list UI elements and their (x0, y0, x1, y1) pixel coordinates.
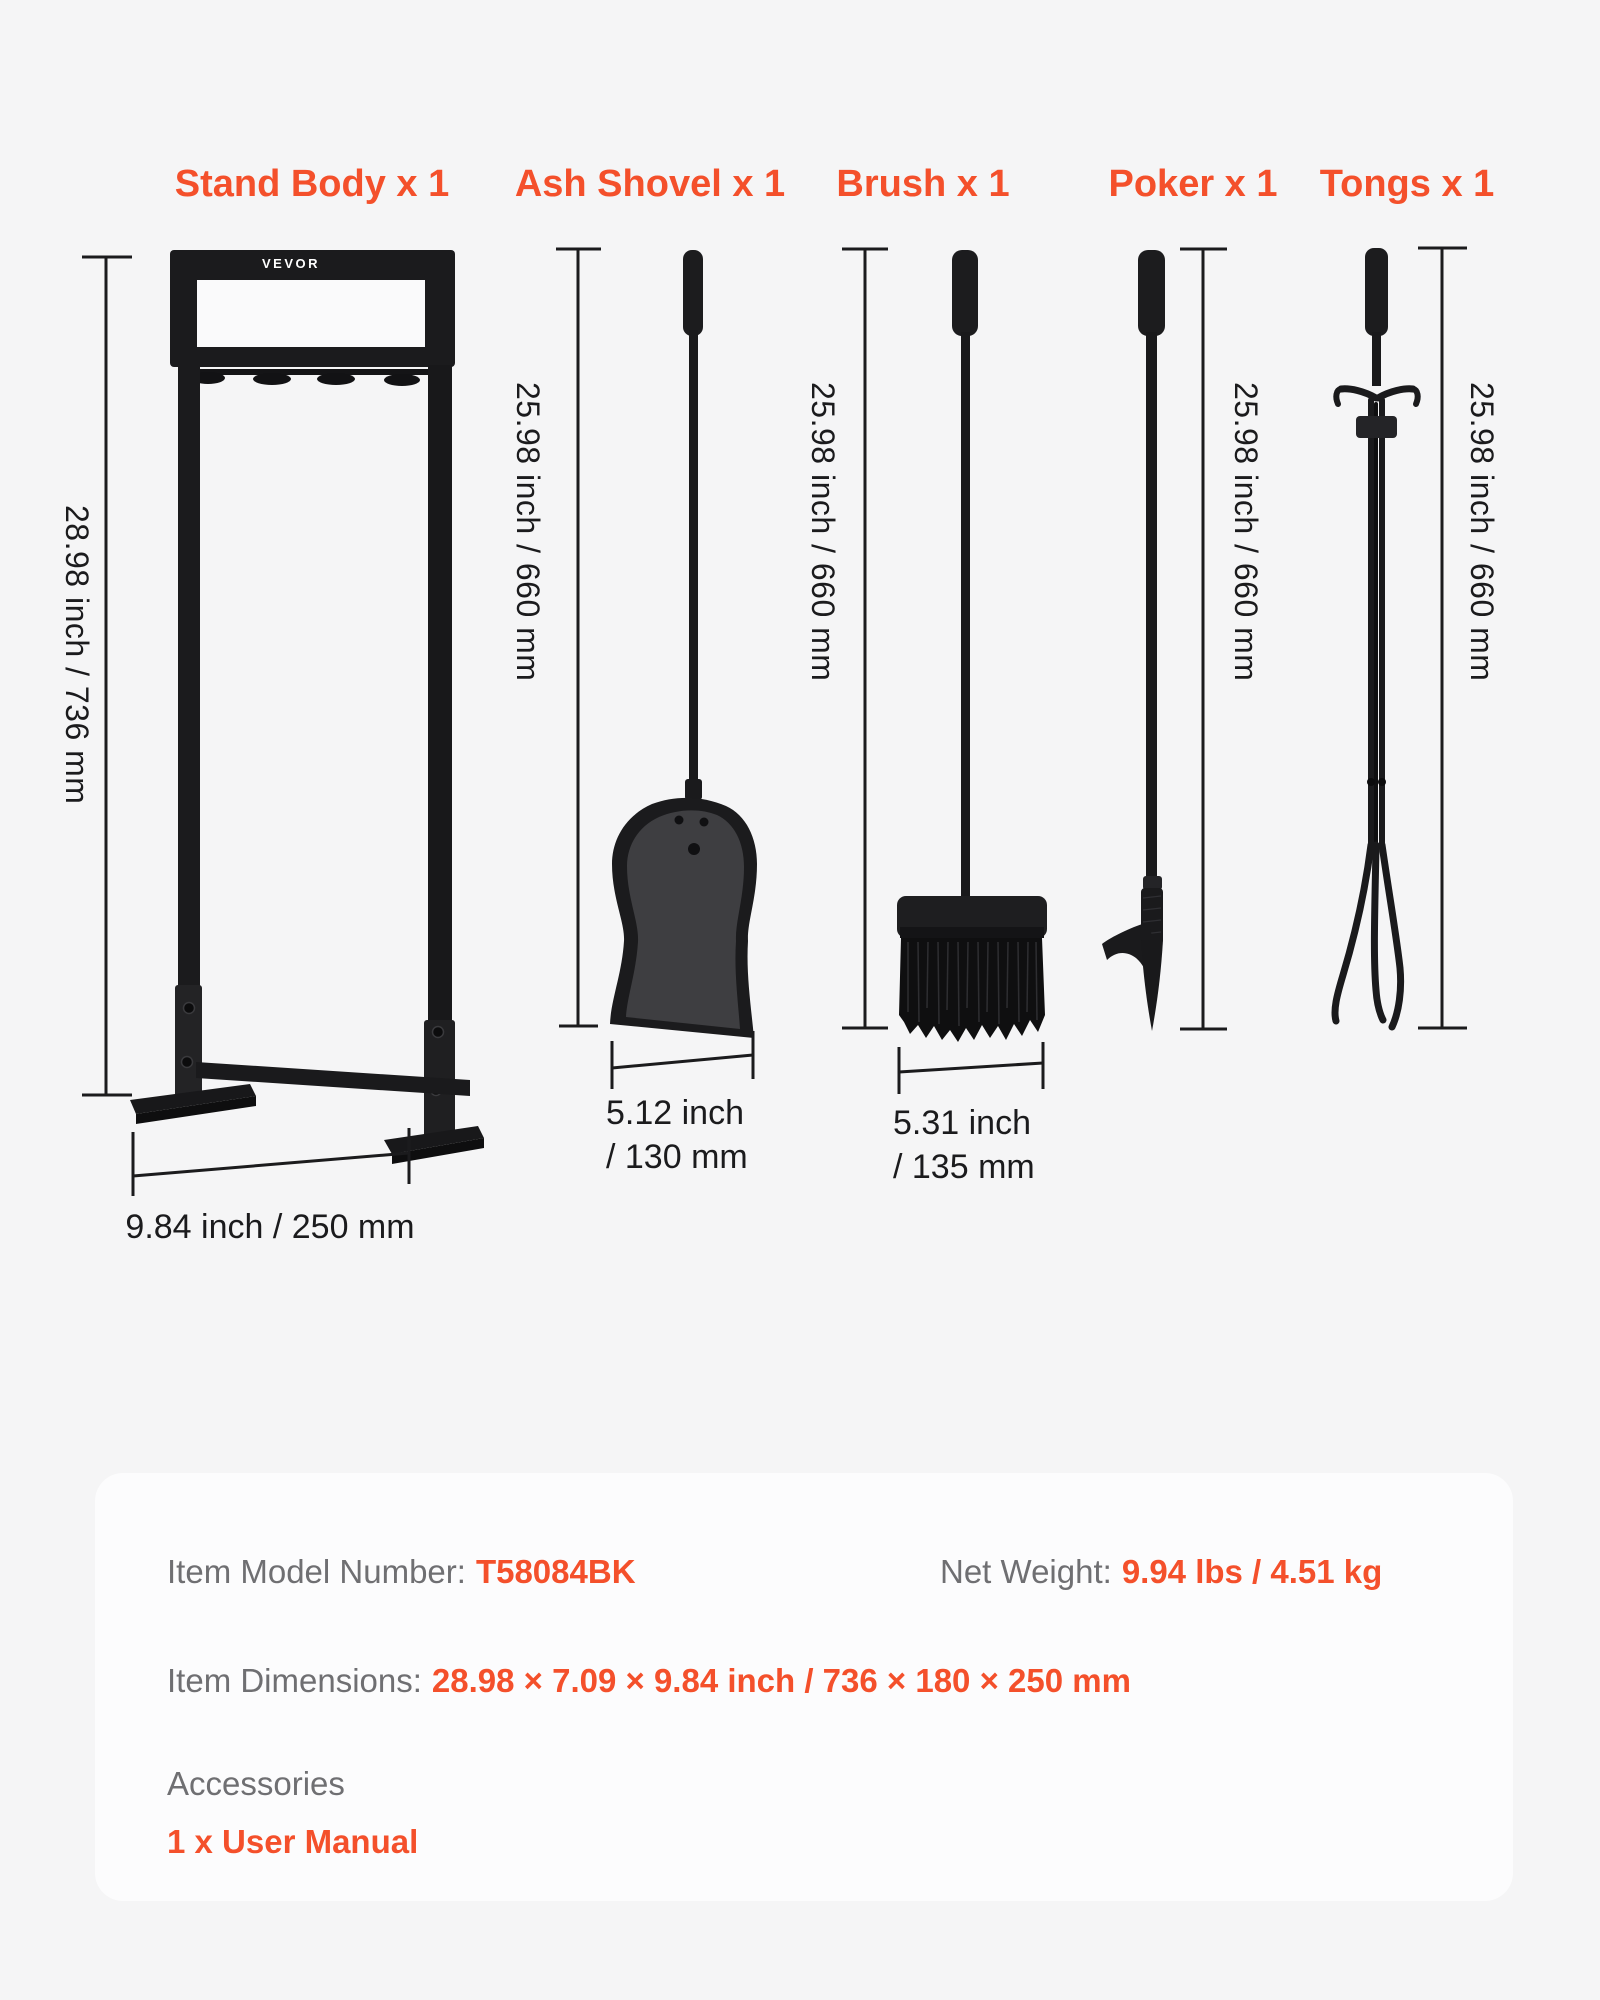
shovel-width-line1: 5.12 inch (606, 1094, 744, 1132)
spec-card (95, 1473, 1513, 1901)
label-poker: Poker x 1 (1108, 163, 1278, 205)
label-stand-body: Stand Body x 1 (174, 163, 450, 205)
accessories-value: 1 x User Manual (167, 1823, 419, 1860)
stand-height-dim: 28.98 inch / 736 mm (59, 505, 95, 805)
tongs-drawing (1335, 248, 1418, 1027)
brush-height-dim: 25.98 inch / 660 mm (805, 382, 841, 682)
poker-height-dim: 25.98 inch / 660 mm (1228, 382, 1264, 682)
brush-drawing (897, 250, 1047, 1042)
ash-shovel-drawing (610, 250, 757, 1038)
brush-width-line2: / 135 mm (893, 1147, 1035, 1186)
model-number-row (167, 1553, 636, 1591)
net-weight-label: Net Weight: (940, 1553, 1112, 1590)
stand-body-drawing (130, 250, 484, 1164)
brush-width-line1: 5.31 inch (893, 1104, 1031, 1142)
shovel-width-dim (606, 1092, 748, 1179)
tongs-height-dim: 25.98 inch / 660 mm (1464, 382, 1500, 682)
net-weight-row (940, 1553, 1382, 1591)
shovel-height-dim: 25.98 inch / 660 mm (510, 382, 546, 682)
item-dimensions-label: Item Dimensions: (167, 1662, 422, 1699)
brush-width-dim (893, 1102, 1035, 1189)
item-dimensions-value: 28.98 × 7.09 × 9.84 inch / 736 × 180 × 250 mm (431, 1662, 1131, 1699)
poker-drawing (1102, 250, 1165, 1031)
stand-width-dim: 9.84 inch / 250 mm (125, 1208, 415, 1246)
net-weight-value: 9.94 lbs / 4.51 kg (1121, 1553, 1383, 1590)
model-number-label: Item Model Number: (167, 1553, 466, 1590)
shovel-width-line2: / 130 mm (606, 1137, 748, 1176)
label-tongs: Tongs x 1 (1319, 163, 1495, 205)
label-brush: Brush x 1 (836, 163, 1010, 205)
label-ash-shovel: Ash Shovel x 1 (514, 163, 786, 205)
accessories-label: Accessories (167, 1765, 345, 1802)
item-dimensions-row (167, 1662, 1131, 1700)
vevor-logo: VEVOR (261, 256, 320, 271)
model-number-value: T58084BK (475, 1553, 636, 1590)
